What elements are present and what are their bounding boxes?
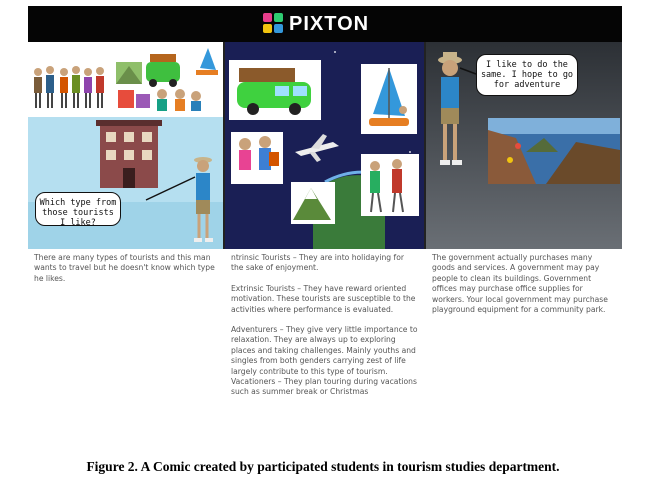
panel-1 xyxy=(28,42,223,249)
brand-name: PIXTON xyxy=(289,12,370,35)
speech-bubble-3: I like to do the same. I hope to go for adventure xyxy=(476,54,578,96)
caption-paragraph-extrinsic: Extrinsic Tourists – They have reward oriented motivation. These tourists are susceptible to the activities where performance is evaluated. xyxy=(231,283,416,314)
caption-paragraph-vacationers: Vacationers – They plan touring during vacations such as summer break or Christmas xyxy=(231,377,417,397)
caption-text: The government actually purchases many goods and services. A government may pay people to clean its buildings. Government offices may purchase office supplies for workers. Your local government may purchase playground equipment for a community park. xyxy=(432,253,608,315)
adventure-photo xyxy=(488,118,620,184)
caption-text: There are many types of tourists and this man wants to travel but he doesn't know which type he likes. xyxy=(34,253,215,283)
comic-strip xyxy=(28,6,622,448)
pixton-logo xyxy=(263,11,381,37)
comic-header xyxy=(28,6,622,42)
panel-2 xyxy=(225,42,424,249)
figure-caption: Figure 2. A Comic created by participated students in tourism studies department. xyxy=(86,459,560,474)
pixton-logo-icon xyxy=(263,13,283,35)
speech-bubble-1: Which type from those tourists I like? xyxy=(35,192,121,226)
caption-paragraph-intrinsic: ntrinsic Tourists – They are into holidaying for the sake of enjoyment. xyxy=(231,253,404,273)
panel-3 xyxy=(426,42,622,249)
panel-2-caption xyxy=(225,249,424,448)
caption-paragraph-adventurers: Adventurers – They give very little importance to relaxation. They are always up to exploring places and taking challenges. Mainly youths and singles from both genders carrying zest of life largely contribute to this type of tourism. xyxy=(231,325,418,376)
panel-3-caption xyxy=(426,249,622,448)
panel-2-illustration xyxy=(225,42,424,249)
panel-1-caption xyxy=(28,249,223,448)
